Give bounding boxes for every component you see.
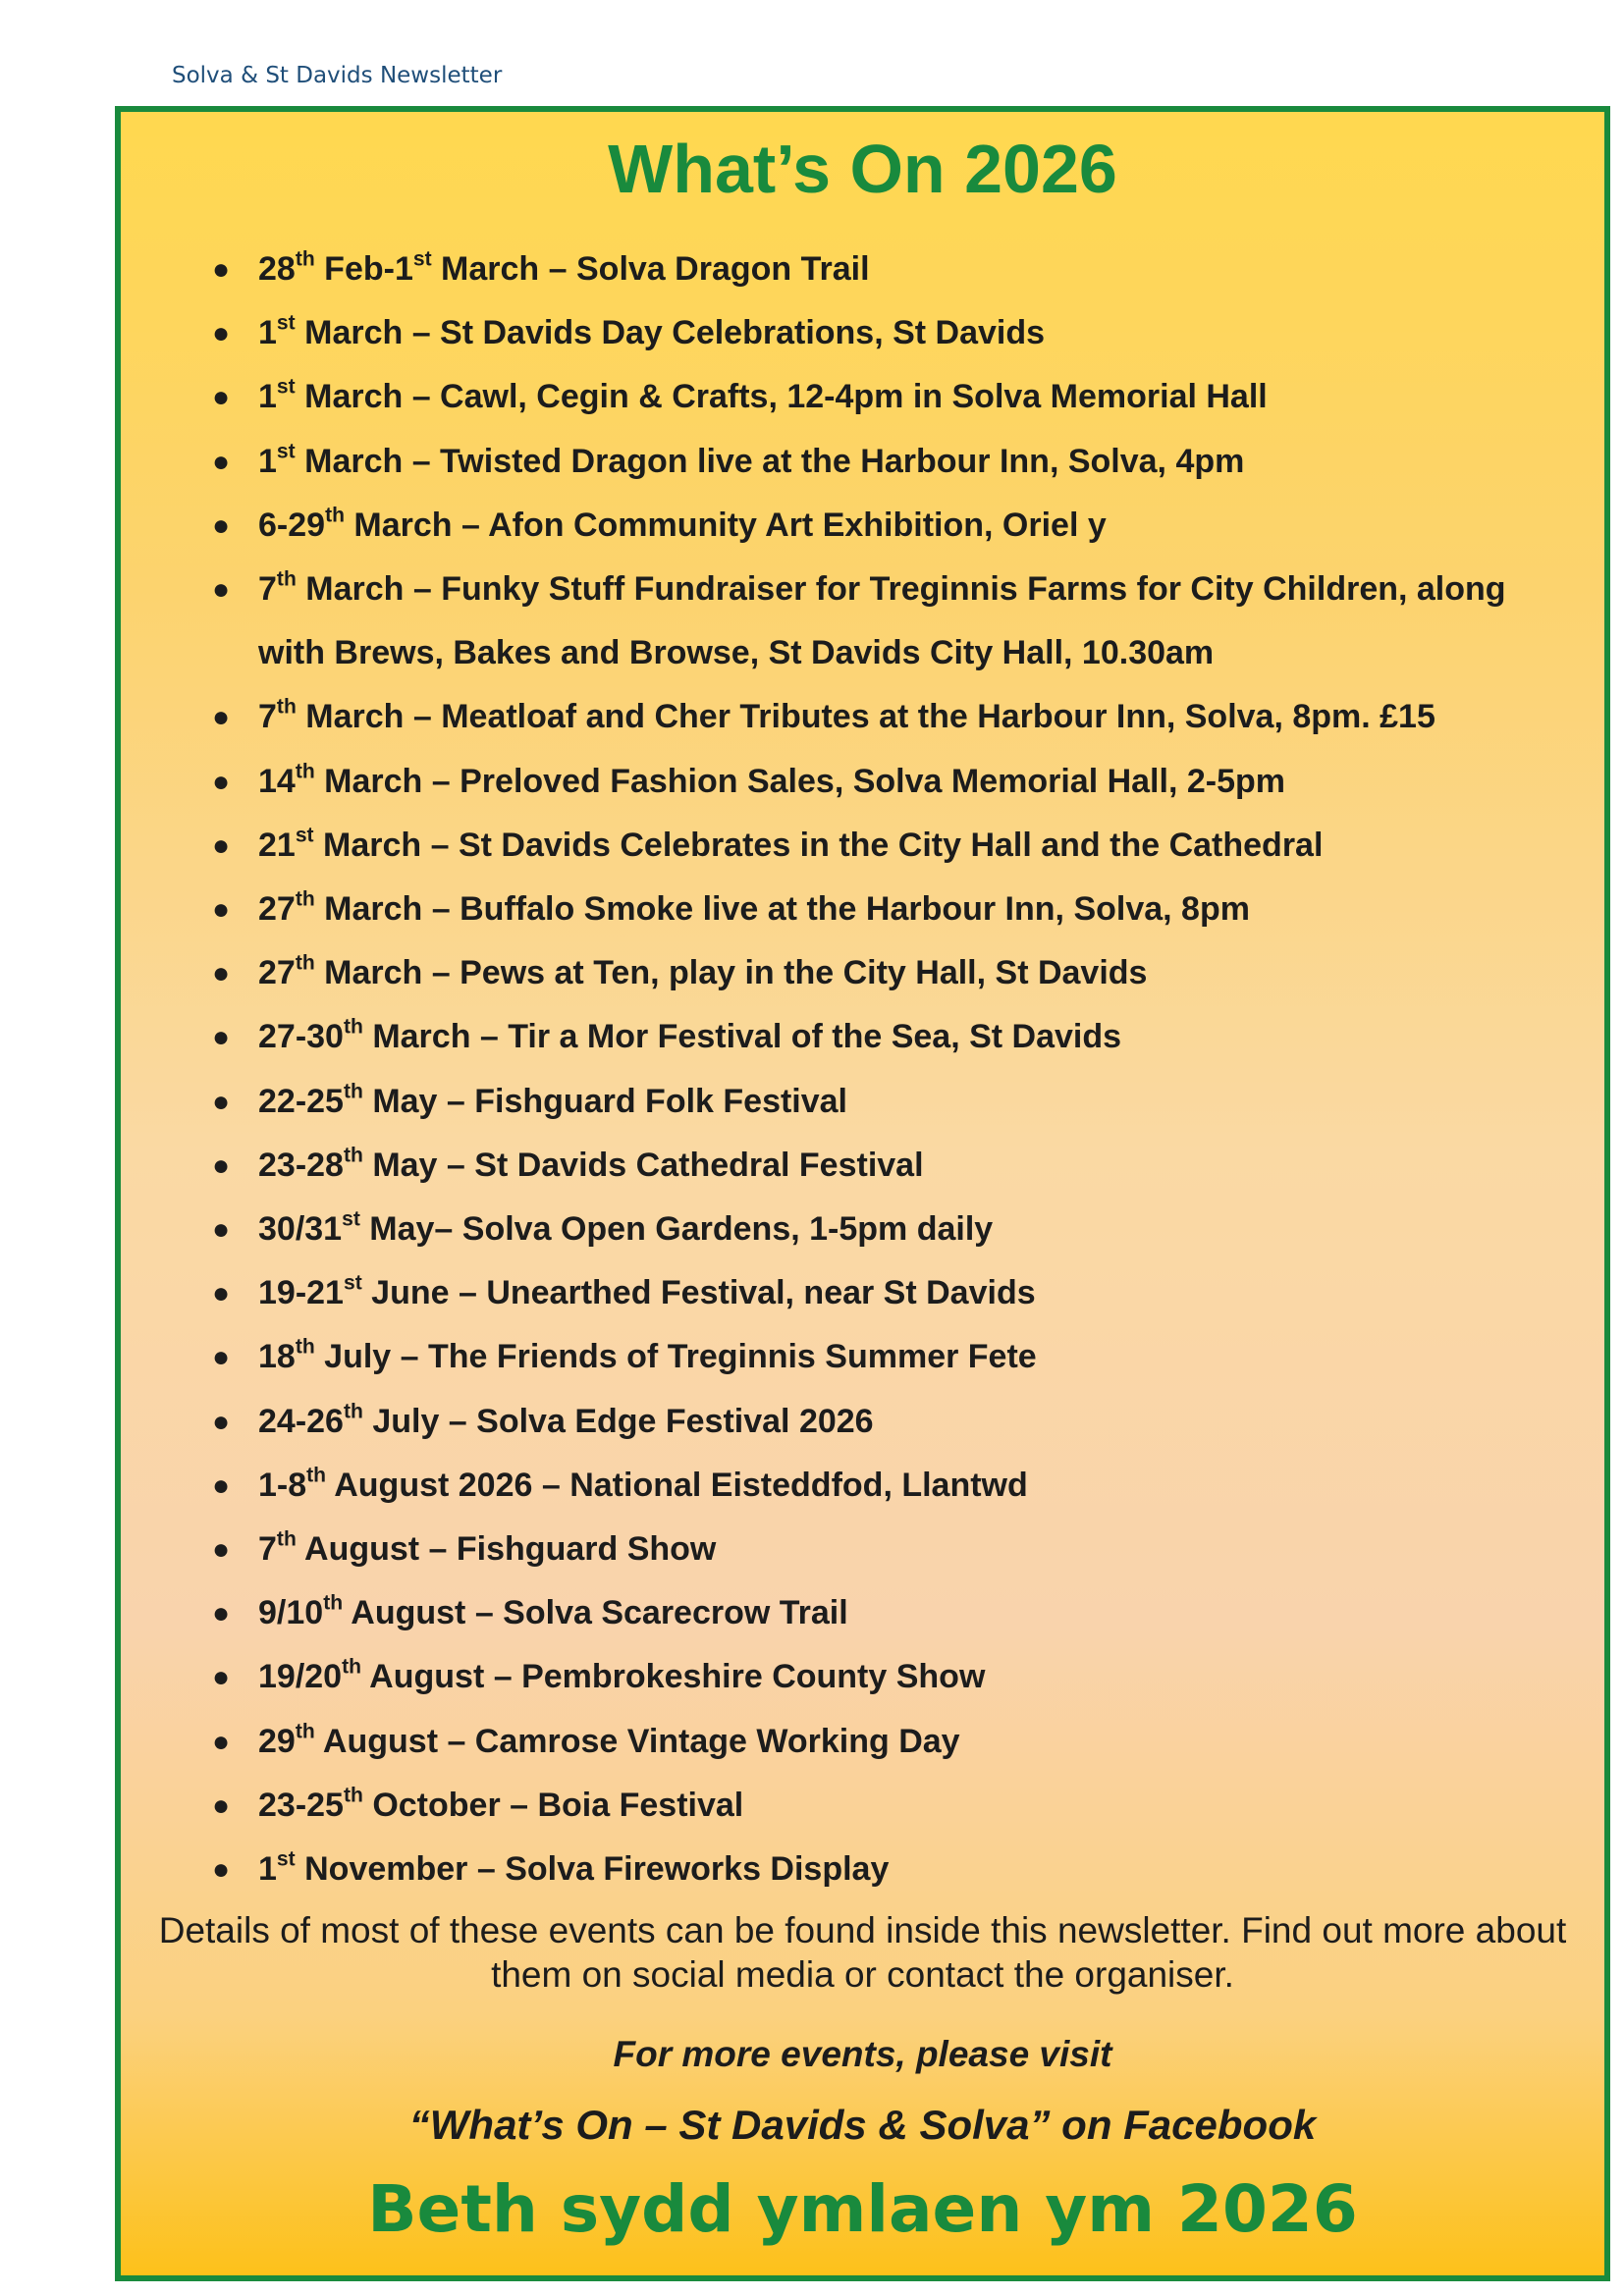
event-item: ● 7th August – Fishguard Show: [121, 1518, 1604, 1581]
bullet-icon: ●: [212, 1533, 231, 1567]
event-item: ● 27-30th March – Tir a Mor Festival of the Sea, St Davids: [121, 1005, 1604, 1069]
bullet-icon: ●: [212, 1148, 231, 1182]
bullet-icon: ●: [212, 1789, 231, 1822]
event-item: ● 21st March – St Davids Celebrates in the City Hall and the Cathedral: [121, 814, 1604, 878]
event-item: ● 19/20th August – Pembrokeshire County Show: [121, 1645, 1604, 1709]
bullet-icon: ●: [212, 1085, 231, 1118]
event-item: ● 30/31st May– Solva Open Gardens, 1-5pm daily: [121, 1198, 1604, 1261]
bullet-icon: ●: [212, 1597, 231, 1630]
bullet-icon: ●: [212, 1277, 231, 1310]
event-item: ● 27th March – Pews at Ten, play in the City Hall, St Davids: [121, 941, 1604, 1005]
event-item: ● 22-25th May – Fishguard Folk Festival: [121, 1070, 1604, 1134]
bullet-icon: ●: [212, 1468, 231, 1502]
event-item: ● 1st November – Solva Fireworks Display: [121, 1838, 1604, 1901]
more-events-text: For more events, please visit: [613, 2034, 1112, 2074]
bullet-icon: ●: [212, 317, 231, 350]
bullet-icon: ●: [212, 765, 231, 798]
details-text: Details of most of these events can be found inside this newsletter. Find out more about them on social media or contact the organiser.: [158, 1910, 1567, 1995]
bullet-icon: ●: [212, 445, 231, 478]
bullet-icon: ●: [212, 508, 231, 542]
bullet-icon: ●: [212, 957, 231, 990]
bullet-icon: ●: [212, 1661, 231, 1694]
event-item: ● 1st March – Twisted Dragon live at the Harbour Inn, Solva, 4pm: [121, 430, 1604, 494]
event-item: ● 24-26th July – Solva Edge Festival 2026: [121, 1390, 1604, 1454]
bullet-icon: ●: [212, 1021, 231, 1054]
event-item: ● 14th March – Preloved Fashion Sales, Solva Memorial Hall, 2-5pm: [121, 750, 1604, 814]
event-item: ● 29th August – Camrose Vintage Working Day: [121, 1710, 1604, 1774]
facebook-page-text: “What’s On – St Davids & Solva” on Facebook: [408, 2102, 1317, 2148]
event-item: ● 18th July – The Friends of Treginnis Summer Fete: [121, 1325, 1604, 1389]
event-item: ● 1st March – St Davids Day Celebrations, St Davids: [121, 301, 1604, 365]
newsletter-header: Solva & St Davids Newsletter: [172, 63, 503, 88]
event-item: ● 23-25th October – Boia Festival: [121, 1774, 1604, 1838]
bullet-icon: ●: [212, 828, 231, 862]
bullet-icon: ●: [212, 573, 231, 607]
event-item: ● 23-28th May – St Davids Cathedral Festival: [121, 1134, 1604, 1198]
event-item: ● 9/10th August – Solva Scarecrow Trail: [121, 1581, 1604, 1645]
event-item: ● 7th March – Meatloaf and Cher Tributes at the Harbour Inn, Solva, 8pm. £15: [121, 685, 1604, 749]
event-item: ● 28th Feb-1st March – Solva Dragon Trail: [121, 238, 1604, 301]
bullet-icon: ●: [212, 1341, 231, 1374]
bullet-icon: ●: [212, 381, 231, 414]
page-title: What’s On 2026: [608, 131, 1117, 207]
events-list: [121, 238, 1604, 1901]
event-item: ● 1st March – Cawl, Cegin & Crafts, 12-4pm in Solva Memorial Hall: [121, 365, 1604, 429]
bullet-icon: ●: [212, 1725, 231, 1758]
bullet-icon: ●: [212, 701, 231, 734]
event-item: ● 7th March – Funky Stuff Fundraiser for Treginnis Farms for City Children, along with Brews, Bakes and Browse, St Davids City Hall, 10.30am: [121, 558, 1604, 685]
event-item: ● 1-8th August 2026 – National Eisteddfod, Llantwd: [121, 1454, 1604, 1518]
bullet-icon: ●: [212, 893, 231, 927]
welsh-title: Beth sydd ymlaen ym 2026: [367, 2171, 1358, 2247]
event-item: ● 6-29th March – Afon Community Art Exhibition, Oriel y: [121, 494, 1604, 558]
bullet-icon: ●: [212, 1405, 231, 1438]
bullet-icon: ●: [212, 1853, 231, 1887]
bullet-icon: ●: [212, 253, 231, 286]
event-item: ● 19-21st June – Unearthed Festival, near St Davids: [121, 1261, 1604, 1325]
event-item: ● 27th March – Buffalo Smoke live at the Harbour Inn, Solva, 8pm: [121, 878, 1604, 941]
bullet-icon: ●: [212, 1213, 231, 1247]
whats-on-panel: [115, 106, 1610, 2281]
